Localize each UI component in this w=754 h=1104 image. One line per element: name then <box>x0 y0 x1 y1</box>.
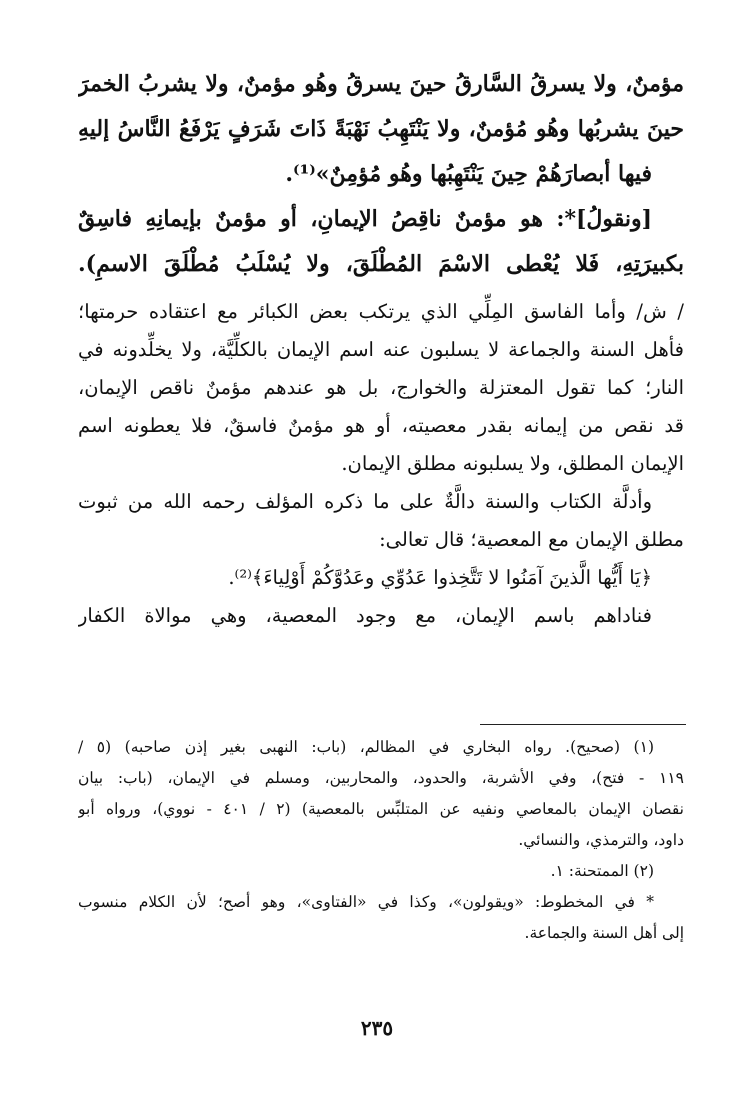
footnote-line: نقصان الإيمان بالمعاصي ونفيه عن المتلبِّس بالمعصية) (٢ / ٤٠١ - نووي)، ورواه أبو <box>78 800 684 818</box>
evidence-line: فناداهم باسم الإيمان، مع وجود المعصية، وهي موالاة الكفار <box>78 604 652 627</box>
evidence-line: مطلق الإيمان مع المعصية؛ قال تعالى: <box>379 528 684 551</box>
evidence-line: وأدلَّة الكتاب والسنة دالَّةٌ على ما ذكره المؤلف رحمه الله من ثبوت <box>78 490 652 513</box>
sharh-line: فأهل السنة والجماعة لا يسلبون عنه اسم الإيمان بالكلِّيَّة، ولا يخلِّدونه في <box>78 338 684 361</box>
footnote-line: (١) (صحيح). رواه البخاري في المظالم، (باب: النهبى بغير إذن صاحبه) (٥ / <box>78 738 654 756</box>
hadith-line: فيها أبصارَهُمْ حِينَ يَنْتَهِبُها وهُو مُؤمِنٌ»⁽¹⁾. <box>285 161 652 187</box>
main-text <box>78 62 684 635</box>
hadith-line: مؤمنٌ، ولا يسرقُ السَّارقُ حينَ يسرقُ وهُو مؤمنٌ، ولا يشربُ الخمرَ <box>78 71 684 97</box>
sharh-line: النار؛ كما تقول المعتزلة والخوارج، بل هو عندهم مؤمنٌ ناقص الإيمان، <box>78 376 684 399</box>
footnote-line: (٢) الممتحنة: ١. <box>550 862 654 880</box>
footnote-separator <box>480 724 686 725</box>
matn-line: [ونقولُ]*: هو مؤمنٌ ناقِصُ الإيمانِ، أو مؤمنٌ بإيمانِهِ فاسِقٌ <box>78 206 652 232</box>
hadith-line: حينَ يشربُها وهُو مُؤمنٌ، ولا يَنْتَهِبُ نَهْبَةً ذَاتَ شَرَفٍ يَرْفَعُ النَّاسُ إليهِ <box>78 116 684 142</box>
matn-line: بكبيرَتِهِ، فَلا يُعْطى الاسْمَ المُطْلَقَ، ولا يُسْلَبُ مُطْلَقَ الاسمِ). <box>78 251 684 277</box>
footnote-line: إلى أهل السنة والجماعة. <box>524 924 684 942</box>
page-number: ٢٣٥ <box>360 1016 394 1040</box>
sharh-line: قد نقص من إيمانه بقدر معصيته، أو هو مؤمنٌ فاسقٌ، فلا يعطونه اسم <box>78 414 684 437</box>
footnote-line: * في المخطوط: «ويقولون»، وكذا في «الفتاوى»، وهو أصح؛ لأن الكلام منسوب <box>78 893 654 911</box>
footnote-line: داود، والترمذي، والنسائي. <box>518 831 684 849</box>
quran-verse: ﴿يَا أَيُّها الَّذينَ آمَنُوا لا تَتَّخِذوا عَدُوِّي وعَدُوَّكُمْ أَوْلِياءَ﴾⁽²⁾. <box>228 566 652 589</box>
sharh-line: / ش/ وأما الفاسق المِلِّي الذي يرتكب بعض الكبائر مع اعتقاده حرمتها؛ <box>78 300 684 323</box>
footnotes <box>78 732 684 949</box>
footnote-line: ١١٩ - فتح)، وفي الأشربة، والحدود، والمحاربين، ومسلم في الإيمان، (باب: بيان <box>78 769 684 787</box>
sharh-line: الإيمان المطلق، ولا يسلبونه مطلق الإيمان. <box>341 452 684 475</box>
